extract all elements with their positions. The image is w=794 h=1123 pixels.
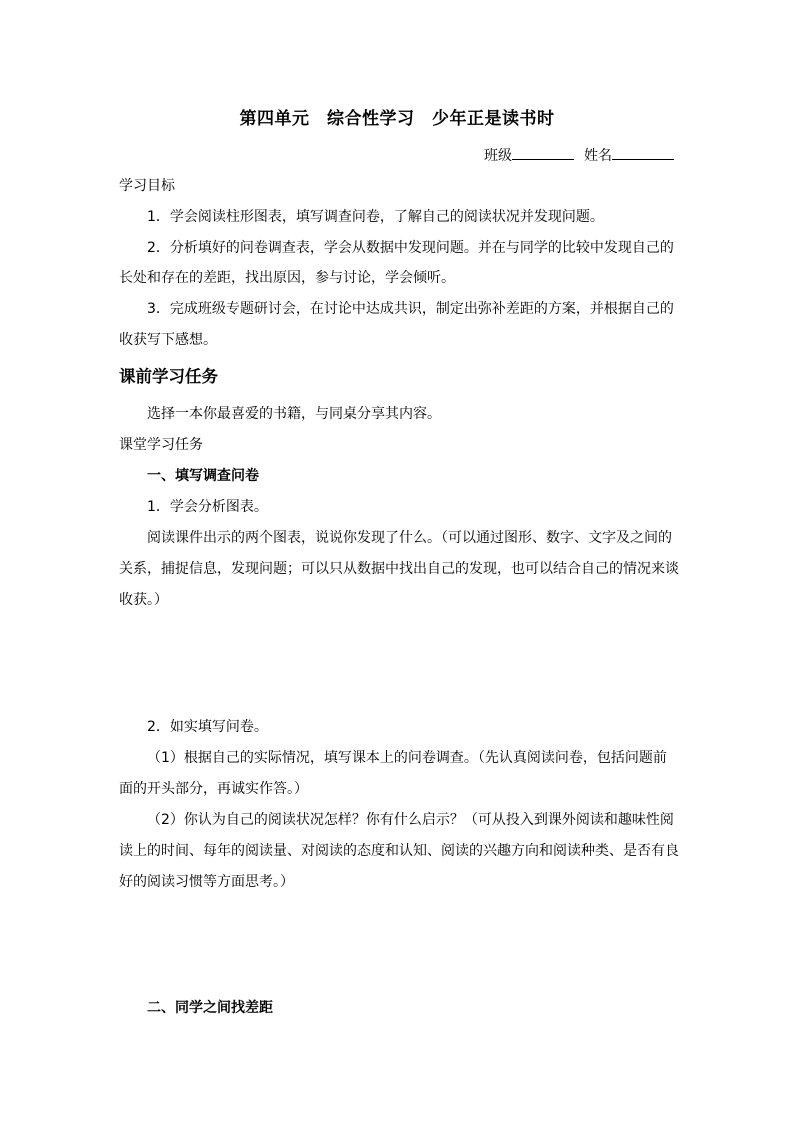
page-title: 第四单元 综合性学习 少年正是读书时 (239, 109, 555, 129)
item2-heading: 2．如实填写问卷。 (147, 719, 268, 735)
goal-3-line2: 收获写下感想。 (119, 332, 217, 348)
name-blank[interactable] (612, 145, 674, 160)
class-label: 班级 (484, 148, 512, 164)
item1-line1: 阅读课件出示的两个图表，说说你发现了什么。（可以通过图形、数字、文字及之间的 (147, 530, 672, 546)
item1-heading: 1．学会分析图表。 (147, 499, 268, 515)
item2-sub2-line1: （2）你认为自己的阅读状况怎样？你有什么启示？（可从投入到课外阅读和趣味性阅 (147, 812, 674, 828)
pre-class-text: 选择一本你最喜爱的书籍，与同桌分享其内容。 (147, 406, 441, 422)
goal-3-line1: 3．完成班级专题研讨会，在讨论中达成共识，制定出弥补差距的方案，并根据自己的 (147, 301, 674, 317)
part1-heading: 一、填写调查问卷 (147, 468, 259, 484)
item1-line3: 收获。） (119, 592, 168, 608)
goal-1: 1．学会阅读柱形图表，填写调查问卷，了解自己的阅读状况并发现问题。 (147, 209, 604, 225)
class-blank[interactable] (512, 145, 574, 160)
item2-sub2-line3: 好的阅读习惯等方面思考。） (119, 874, 294, 890)
goal-2-line1: 2．分析填好的问卷调查表，学会从数据中发现问题。并在与同学的比较中发现自己的 (147, 240, 674, 256)
item2-sub1-line1: （1）根据自己的实际情况，填写课本上的问卷调查。（先认真阅读问卷，包括问题前 (147, 750, 667, 766)
name-label: 姓名 (584, 148, 612, 164)
part2-heading: 二、同学之间找差距 (147, 1000, 273, 1016)
goals-heading: 学习目标 (119, 178, 175, 194)
item1-line2: 关系，捕捉信息，发现问题；可以只从数据中找出自己的发现，也可以结合自己的情况来谈 (119, 561, 679, 577)
item2-sub2-line2: 读上的时间、每年的阅读量、对阅读的态度和认知、阅读的兴趣方向和阅读种类、是否有良 (119, 843, 679, 859)
item2-sub1-line2: 面的开头部分，再诚实作答。） (119, 781, 308, 797)
in-class-heading: 课堂学习任务 (119, 437, 203, 453)
class-name-fields (484, 145, 674, 165)
pre-class-heading: 课前学习任务 (119, 367, 218, 386)
goal-2-line2: 长处和存在的差距，找出原因，参与讨论，学会倾听。 (119, 270, 455, 286)
